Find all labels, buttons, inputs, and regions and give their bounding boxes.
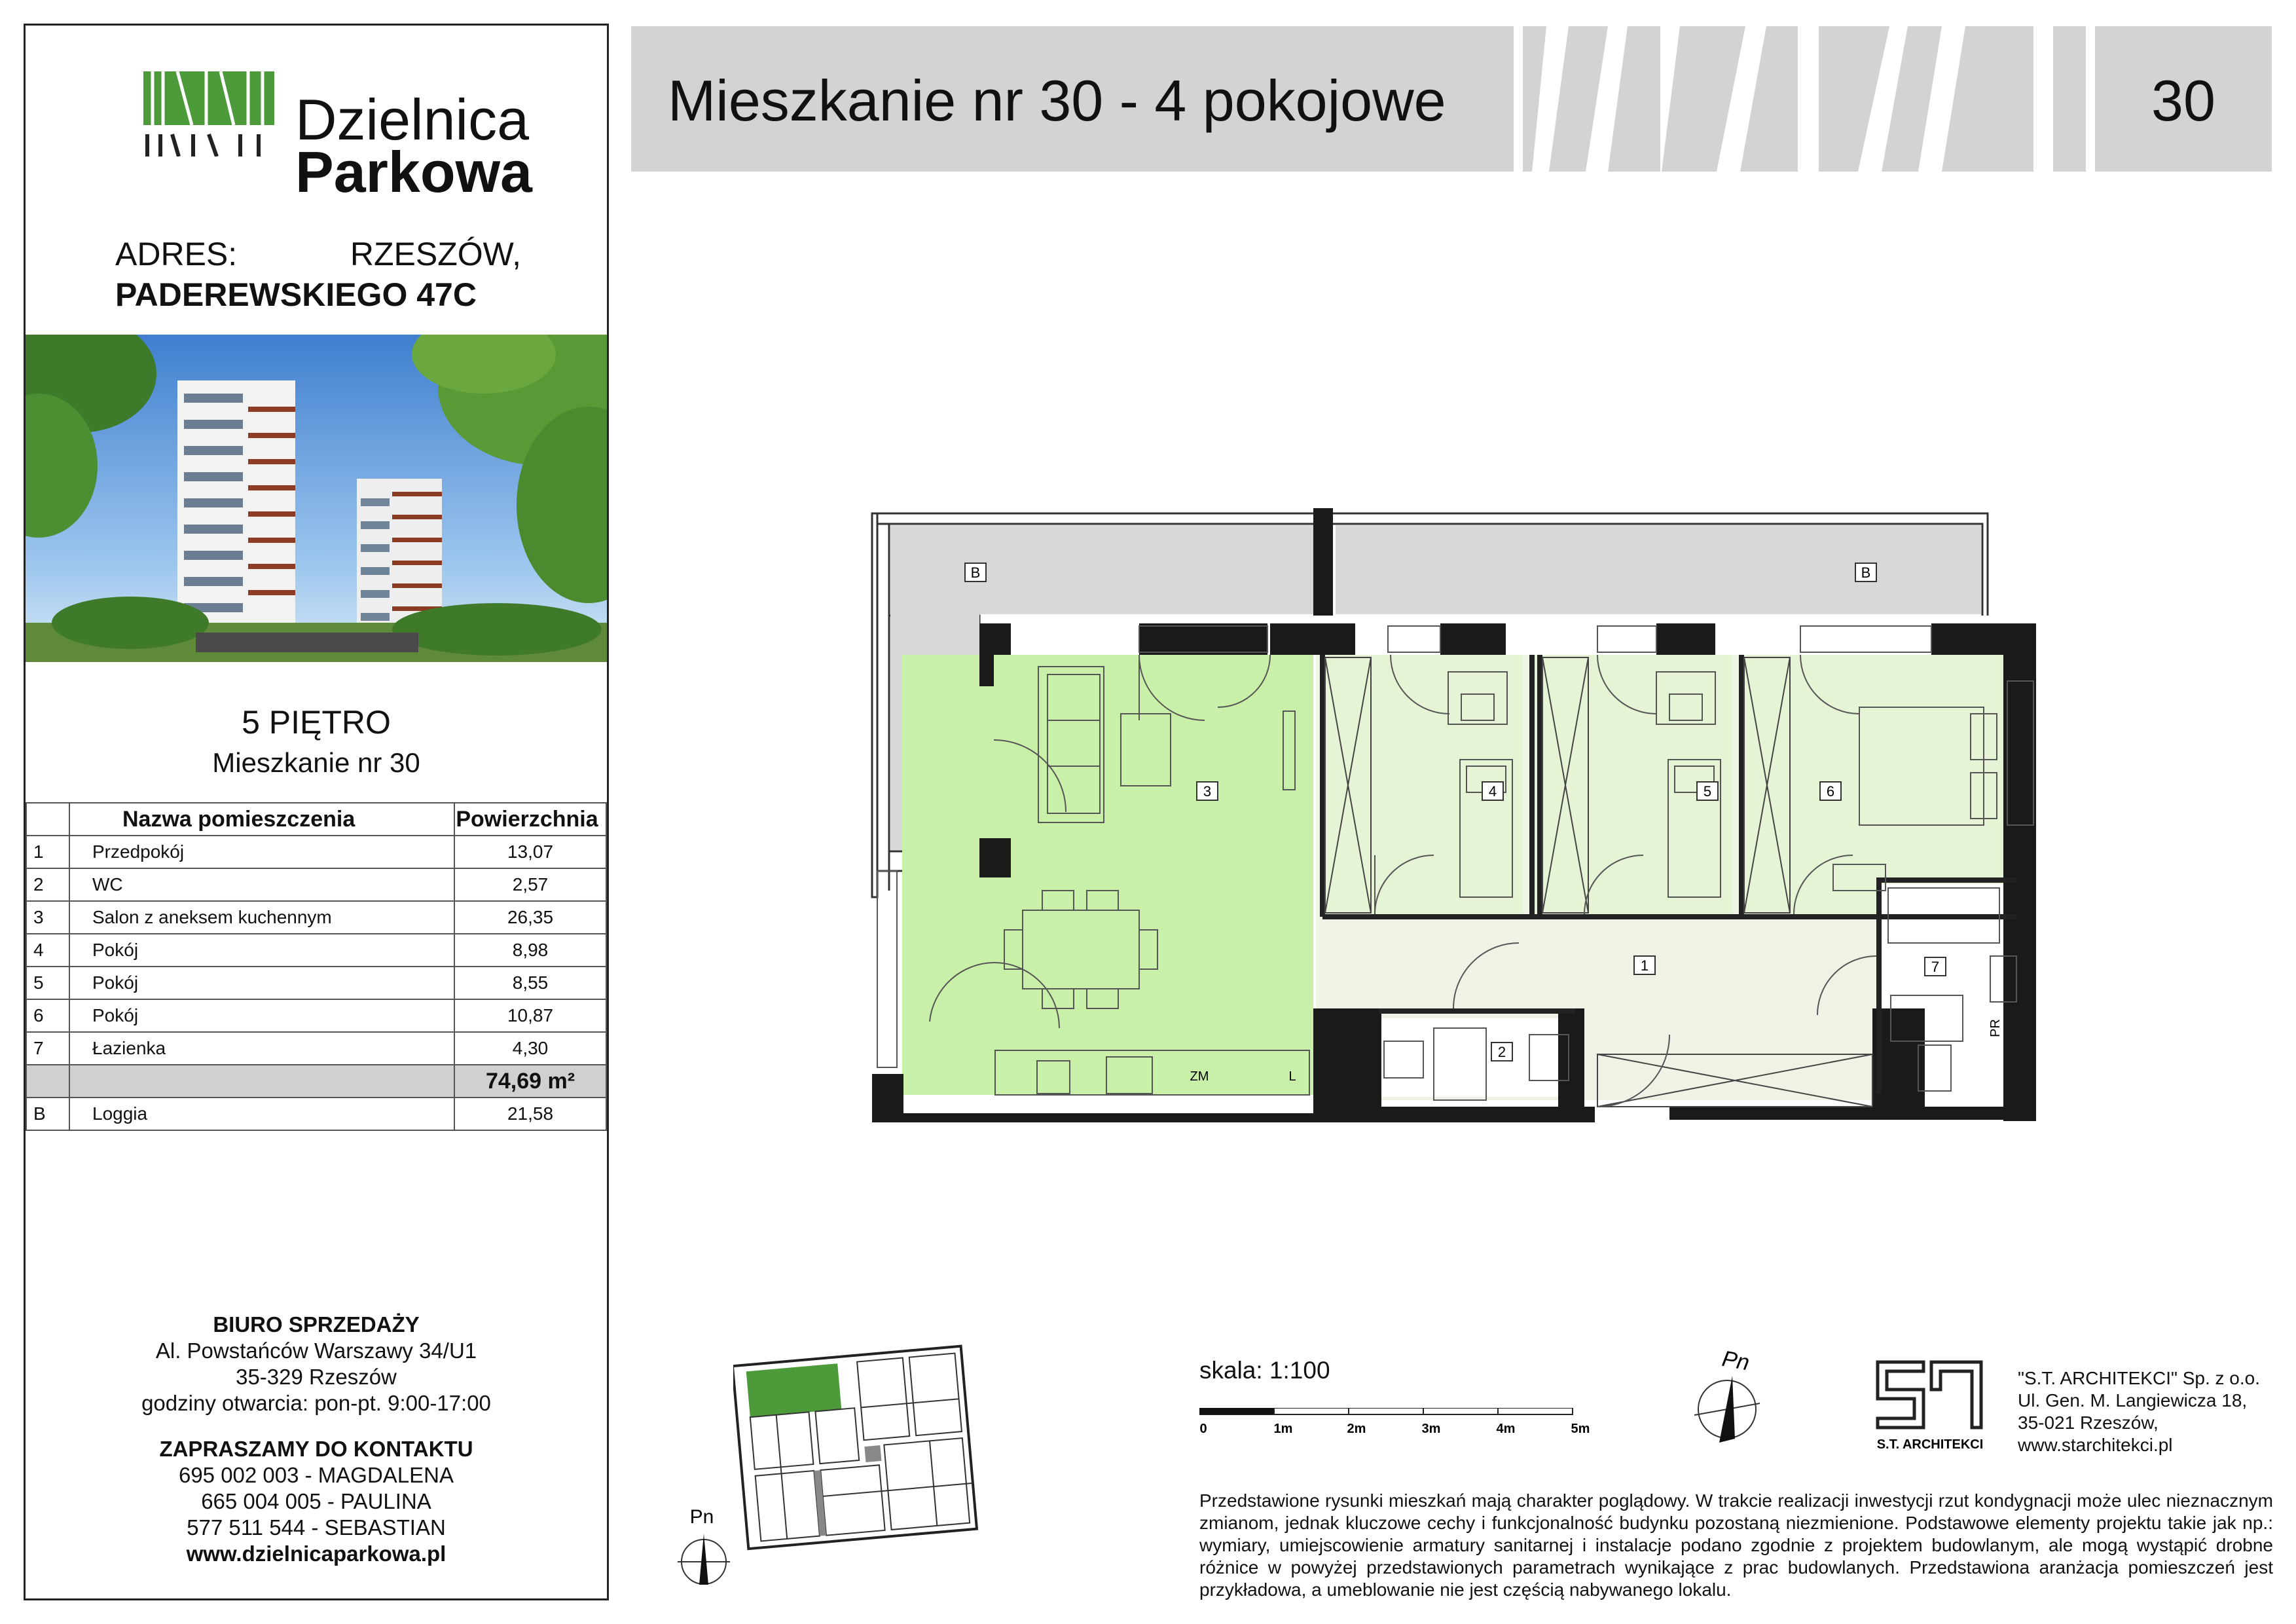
scale-tick-label: 0 xyxy=(1199,1422,1207,1436)
sales-title: BIURO SPRZEDAŻY xyxy=(213,1312,420,1337)
room-name: Pokój xyxy=(69,967,454,999)
plan-room-label: 6 xyxy=(1826,783,1835,800)
scale-tick-label: 2m xyxy=(1347,1422,1366,1436)
rooms-table xyxy=(26,802,607,1131)
contact-phone[interactable]: 695 002 003 - MAGDALENA xyxy=(178,1463,454,1487)
address-city: RZESZÓW, xyxy=(350,236,521,272)
brand-logo xyxy=(117,49,543,204)
table-row xyxy=(26,1098,606,1130)
scale-tick-label: 1m xyxy=(1273,1422,1293,1436)
brand-name-line2: Parkowa xyxy=(295,139,532,204)
room-area: 26,35 xyxy=(454,901,606,934)
address-label: ADRES: xyxy=(115,236,238,272)
brand-name xyxy=(295,87,532,204)
website-link[interactable]: www.dzielnicaparkowa.pl xyxy=(186,1541,446,1566)
sales-street: Al. Powstańców Warszawy 34/U1 xyxy=(155,1338,477,1363)
room-area: 4,30 xyxy=(454,1032,606,1065)
table-row xyxy=(26,1032,606,1065)
total-area: 74,69 m² xyxy=(454,1065,606,1098)
table-row xyxy=(26,901,606,934)
apartment-number-box xyxy=(2095,26,2272,172)
floor-plan xyxy=(864,504,2043,1133)
info-panel xyxy=(24,24,609,1600)
room-name: Przedpokój xyxy=(69,836,454,868)
apartment-label: Mieszkanie nr 30 xyxy=(212,747,420,778)
logo-mark xyxy=(143,71,274,157)
architect-line: Ul. Gen. M. Langiewicza 18, xyxy=(2018,1390,2248,1411)
room-number: 5 xyxy=(26,967,69,999)
room-number: 6 xyxy=(26,999,69,1032)
room-name: Loggia xyxy=(69,1098,454,1130)
architect-line: 35-021 Rzeszów, xyxy=(2018,1412,2159,1433)
architect-logo xyxy=(1871,1356,1989,1454)
room-number: 2 xyxy=(26,868,69,901)
table-header-name: Nazwa pomieszczenia xyxy=(69,803,454,836)
room-number: B xyxy=(26,1098,69,1130)
keyplan-north-arrow-icon xyxy=(674,1500,733,1591)
architect-info xyxy=(2018,1367,2260,1456)
room-number: 7 xyxy=(26,1032,69,1065)
sales-office xyxy=(26,1312,607,1567)
architect-logo-caption: S.T. ARCHITEKCI xyxy=(1876,1437,1984,1452)
plan-loggia-label: B xyxy=(1861,564,1871,581)
building-render-image xyxy=(26,335,607,662)
table-row xyxy=(26,999,606,1032)
plan-room-label: 1 xyxy=(1640,957,1649,974)
header-decoration xyxy=(1523,26,2086,172)
address-street: PADEREWSKIEGO 47C xyxy=(115,276,477,313)
address-block xyxy=(115,234,521,315)
table-header-area: Powierzchnia xyxy=(454,803,606,836)
plan-room-label: 4 xyxy=(1488,783,1497,800)
keyplan-north-label: Pn xyxy=(689,1506,714,1528)
room-number: 3 xyxy=(26,901,69,934)
total-blank xyxy=(26,1065,69,1098)
room-name: Salon z aneksem kuchennym xyxy=(69,901,454,934)
plan-room-label: 5 xyxy=(1703,783,1712,800)
architect-line: "S.T. ARCHITEKCI" Sp. z o.o. xyxy=(2018,1368,2260,1388)
building-keyplan xyxy=(733,1336,982,1552)
room-area: 8,98 xyxy=(454,934,606,967)
table-row xyxy=(26,934,606,967)
table-header-no xyxy=(26,803,69,836)
disclaimer: Przedstawione rysunki mieszkań mają charakter poglądowy. W trakcie realizacji inwestycji rzut kondygnacji może ulec nieznacznym zmianom, jednak kluczowe cechy i funkcjonalność budynku pozostaną niezmienione. Podstawowe elementy projektu takie jak np.: wymiary, umiejscowienie armatury sanitarnej i instalacje podano zgodnie z projektem budowlanym, ale mogą wystąpić drobne różnice w powyżej przedstawionych parametrach wynikające z prac budowlanych. Przedstawiona aranżacja pomieszczeń jest przykładowa, a umeblowanie nie jest częścią nabywanego lokalu. xyxy=(1199,1490,2273,1600)
room-name: Pokój xyxy=(69,999,454,1032)
plan-loggia-label: B xyxy=(970,564,981,581)
floor-label: 5 PIĘTRO xyxy=(242,704,391,741)
plan-room-label: 7 xyxy=(1931,959,1940,975)
brand-name-line1: Dzielnica xyxy=(295,87,530,152)
plan-fixture-label: ZM xyxy=(1190,1069,1209,1084)
table-row xyxy=(26,967,606,999)
room-area: 21,58 xyxy=(454,1098,606,1130)
room-number: 4 xyxy=(26,934,69,967)
room-name: Pokój xyxy=(69,934,454,967)
table-row xyxy=(26,836,606,868)
scale-bar xyxy=(1199,1408,1592,1454)
scale-block xyxy=(1199,1357,1618,1449)
sales-city: 35-329 Rzeszów xyxy=(236,1365,397,1389)
north-label: Pn xyxy=(1720,1346,1751,1376)
north-arrow-icon xyxy=(1689,1346,1768,1444)
contact-phone[interactable]: 577 511 544 - SEBASTIAN xyxy=(187,1515,446,1540)
page-title: Mieszkanie nr 30 - 4 pokojowe xyxy=(668,68,1446,133)
room-number: 1 xyxy=(26,836,69,868)
total-row xyxy=(26,1065,606,1098)
scale-tick-label: 3m xyxy=(1421,1422,1441,1436)
scale-label: skala: 1:100 xyxy=(1199,1357,1330,1384)
room-name: Łazienka xyxy=(69,1032,454,1065)
rooms-table-body xyxy=(26,836,606,1130)
contact-phone[interactable]: 665 004 005 - PAULINA xyxy=(201,1489,431,1513)
room-area: 10,87 xyxy=(454,999,606,1032)
total-blank xyxy=(69,1065,454,1098)
room-name: WC xyxy=(69,868,454,901)
floor-info xyxy=(26,701,607,783)
sales-hours: godziny otwarcia: pon-pt. 9:00-17:00 xyxy=(141,1391,491,1415)
apartment-number: 30 xyxy=(2151,68,2215,133)
table-row xyxy=(26,868,606,901)
room-area: 8,55 xyxy=(454,967,606,999)
scale-tick-label: 5m xyxy=(1571,1422,1590,1436)
plan-room-label: 3 xyxy=(1203,783,1212,800)
room-area: 2,57 xyxy=(454,868,606,901)
plan-fixture-label: PR xyxy=(1988,1019,2003,1037)
contact-title: ZAPRASZAMY DO KONTAKTU xyxy=(159,1437,473,1461)
plan-fixture-label: L xyxy=(1288,1069,1296,1084)
table-header-row xyxy=(26,803,606,836)
architect-website[interactable]: www.starchitekci.pl xyxy=(2018,1435,2173,1455)
header-band xyxy=(631,26,1514,172)
room-area: 13,07 xyxy=(454,836,606,868)
scale-tick-label: 4m xyxy=(1496,1422,1516,1436)
plan-room-label: 2 xyxy=(1497,1044,1506,1060)
